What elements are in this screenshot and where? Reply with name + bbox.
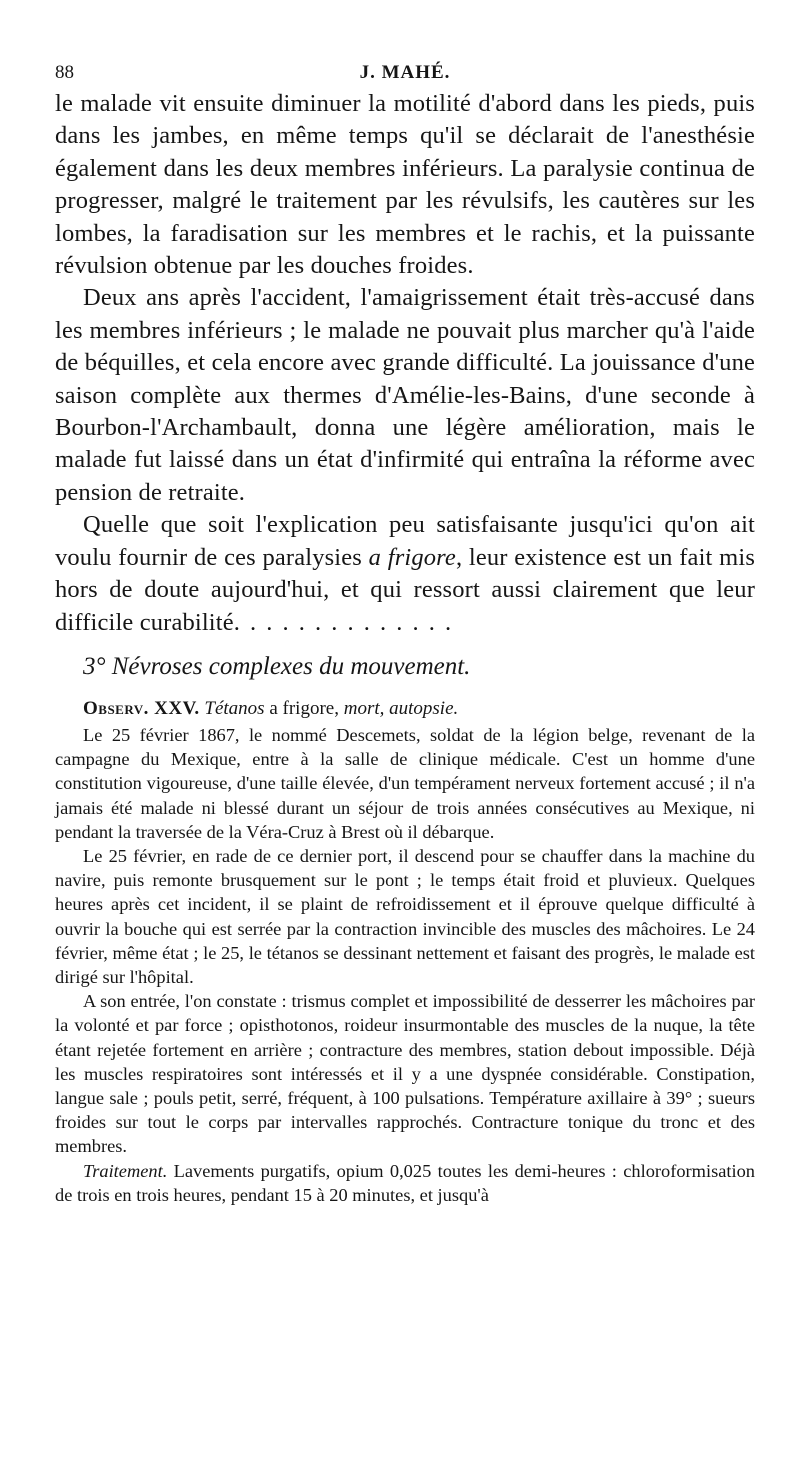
treatment-label: Traitement. bbox=[83, 1160, 168, 1181]
observation-paragraph-entry: A son entrée, l'on constate : trismus complet et impossibilité de desserrer les mâchoires par la volonté et par force ; opisthotonos, roideur insurmontable des muscles de la nuque, la tête étant rejetée fortement en arrière ; contracture des membres, station debout impossible. Déjà les muscles respiratoires sont intéressés et il y a une dyspnée considérable. Constipation, langue sale ; pouls petit, serré, fréquent, à 100 pulsations. Température axillaire à 39° ; sueurs froides sur tout le corps par intervalles rapprochés. Contracture tonique du tronc et des membres. bbox=[55, 991, 755, 1157]
observation-title-tetanos: Tétanos bbox=[204, 697, 265, 719]
paragraph-explanation-end: , leur existence est un fait mis hors de doute aujourd'hui, et qui ressort aussi clairement que leur difficile curabilité bbox=[55, 543, 756, 636]
paragraph-explanation bbox=[55, 509, 755, 639]
observation-text bbox=[55, 723, 755, 1207]
page bbox=[55, 58, 755, 1207]
paragraph-two-years: Deux ans après l'accident, l'amaigrissement était très-accusé dans les membres inférieurs ; le malade ne pouvait plus marcher qu'à l'aide de béquilles, et cela encore avec grande difficulté. La jouissance d'une saison complète aux thermes d'Amélie-les-Bains, d'une seconde à Bourbon-l'Archambault, donna une légère amélioration, mais le malade fut laissé dans un état d'infirmité qui entraîna la réforme avec pension de retraite. bbox=[55, 284, 755, 506]
main-text bbox=[55, 88, 755, 639]
observation-title-outcome: mort, autopsie. bbox=[343, 697, 459, 719]
observation-paragraph-admission: Le 25 février 1867, le nommé Descemets, soldat de la légion belge, revenant de la campagne du Mexique, entre à la salle de clinique médicale. C'est un homme d'une constitution vigoureuse, d'une taille élevée, d'un tempérament nerveux fortement accusé ; il n'a jamais été malade ni blessé durant un séjour de trois années consécutives au Mexique, ni pendant la traversée de la Véra-Cruz à Brest où il débarque. bbox=[55, 724, 755, 842]
observation-title bbox=[83, 695, 755, 723]
page-number: 88 bbox=[55, 62, 74, 83]
page-header bbox=[55, 58, 755, 88]
italic-a-frigore: a frigore bbox=[368, 543, 456, 571]
observation-label: Observ. XXV. bbox=[83, 697, 200, 719]
running-head: J. MAHÉ. bbox=[359, 62, 451, 83]
observation-paragraph-onset: Le 25 février, en rade de ce dernier port, il descend pour se chauffer dans la machine du navire, puis remonte brusquement sur le pont ; le temps était froid et pluvieux. Quelques heures après cet incident, il se plaint de refroidissement et il éprouve quelque difficulté à ouvrir la bouche qui est serrée par la contraction invincible des muscles des mâchoires. Le 24 février, même état ; le 25, le tétanos se dessinant nettement et faisant des progrès, le malade est dirigé sur l'hôpital. bbox=[55, 845, 755, 987]
leader-dots: . . . . . . . . . . . . . . bbox=[233, 608, 454, 636]
paragraph-continued: le malade vit ensuite diminuer la motilité d'abord dans les pieds, puis dans les jambes, en même temps qu'il se déclarait de l'anesthésie également dans les deux membres inférieurs. La paralysie continua de progresser, malgré le traitement par les révulsifs, les cautères sur les lombes, la faradisation sur les membres et le rachis, et la puissante révulsion obtenue par les douches froides. bbox=[55, 90, 755, 280]
treatment-text: Lavements purgatifs, opium 0,025 toutes les demi-heures : chloroformisation de trois en trois heures, pendant 15 à 20 minutes, et jusqu'à bbox=[55, 1160, 755, 1205]
paragraph-explanation-start: Quelle que soit l'explication peu satisfaisante jusqu'ici qu'on ait voulu fournir de ces paralysies bbox=[55, 511, 755, 571]
observation-title-frigore: a frigore, bbox=[264, 697, 344, 719]
observation-paragraph-treatment bbox=[55, 1159, 755, 1207]
section-heading: 3° Névroses complexes du mouvement. bbox=[83, 652, 471, 680]
